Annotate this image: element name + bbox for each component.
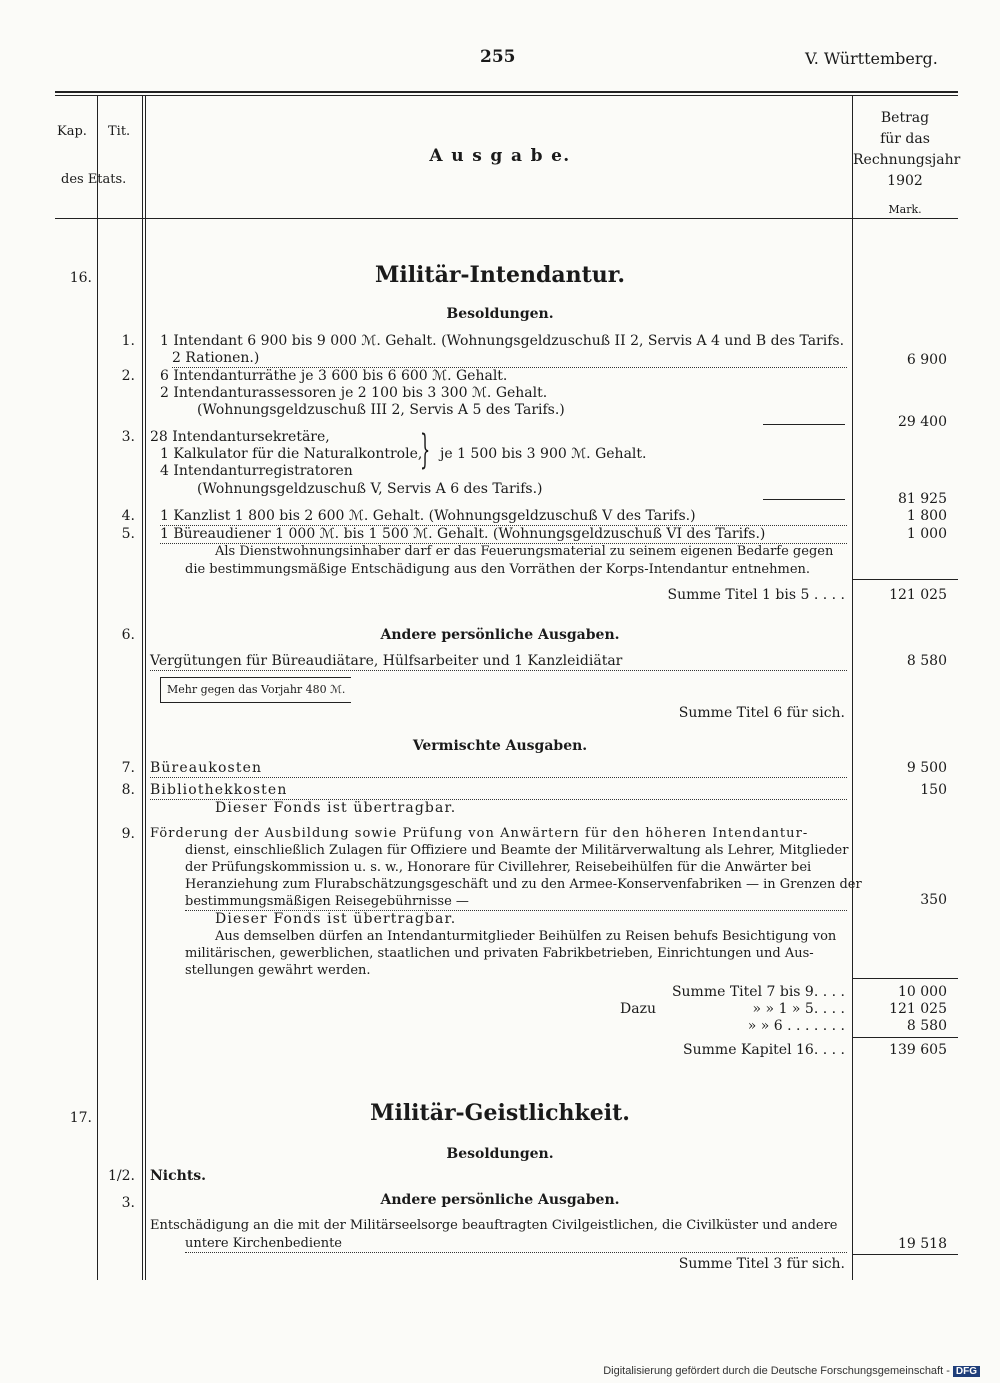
tit3-brace: } — [420, 427, 431, 473]
kap17-number: 17. — [69, 1110, 92, 1126]
tit1-number: 1. — [121, 333, 135, 349]
tit4-amount: 1 800 — [906, 508, 947, 524]
tit9-amount: 350 — [920, 892, 947, 908]
sum-kap16-label: Summe Kapitel 16. . . . — [683, 1042, 845, 1058]
kap-tit-divider — [97, 95, 98, 1280]
header-bottom-rule — [55, 218, 958, 219]
kap17-tit3-line2: untere Kirchenbediente — [185, 1236, 847, 1253]
col-betrag-3: Rechnungsjahr — [853, 152, 961, 168]
tit2-line2: 2 Intendanturassessoren je 2 100 bis 3 300 ℳ. Gehalt. — [160, 385, 548, 401]
tit5-text: 1 Büreaudiener 1 000 ℳ. bis 1 500 ℳ. Gehalt. (Wohnungsgeldzuschuß VI des Tarifs.) — [160, 526, 847, 544]
tit3-line1: 28 Intendantursekretäre, — [150, 429, 330, 445]
footer — [603, 1365, 980, 1377]
dazu-6-label: » » 6 . . . . . . . — [747, 1018, 845, 1034]
kap16-andere-heading: Andere persönliche Ausgaben. — [380, 627, 620, 643]
tit8-text: Bibliothekkosten — [150, 782, 847, 800]
tit2-line3: (Wohnungsgeldzuschuß III 2, Servis A 5 des Tarifs.) — [197, 402, 565, 418]
tit7-number: 7. — [121, 760, 135, 776]
tit6-mehr-box — [160, 677, 351, 703]
kap17-tit12-number: 1/2. — [108, 1168, 135, 1184]
tit6-text: Vergütungen für Büreaudiätare, Hülfsarbeiter und 1 Kanzleidiätar — [150, 653, 847, 671]
kap17-title: Militär-Geistlichkeit. — [370, 1100, 630, 1126]
kap17-sum-rule — [853, 1254, 958, 1255]
top-rule-thin — [55, 95, 958, 96]
sum7-9-amount: 10 000 — [898, 984, 947, 1000]
top-rule — [55, 91, 958, 93]
tit9-note4: stellungen gewährt werden. — [185, 963, 371, 978]
kap17-andere-heading: Andere persönliche Ausgaben. — [380, 1192, 620, 1208]
tit8-amount: 150 — [920, 782, 947, 798]
col-betrag-2: für das — [880, 131, 930, 147]
tit1-line2: 2 Rationen.) — [172, 350, 847, 368]
tit9-note2: Aus demselben dürfen an Intendanturmitglieder Beihülfen zu Reisen behufs Besichtigung von — [215, 929, 837, 944]
sum1-5-amount: 121 025 — [889, 587, 947, 603]
tit9-note1: Dieser Fonds ist übertragbar. — [215, 911, 457, 927]
tit9-line3: der Prüfungskommission u. s. w., Honorare für Civillehrer, Reisebeihülfen für die Anwärter bei — [185, 860, 812, 875]
col-betrag-1: Betrag — [880, 110, 930, 126]
sum7-9-label: Summe Titel 7 bis 9. . . . — [671, 984, 845, 1000]
col-tit: Tit. — [108, 124, 131, 139]
dazu-1-5-amount: 121 025 — [889, 1001, 947, 1017]
tit7-text: Büreaukosten — [150, 760, 847, 778]
tit9-line5: bestimmungsmäßigen Reisegebührnisse — — [185, 894, 847, 911]
sum-kap16-amount: 139 605 — [889, 1042, 947, 1058]
tit2-subtotal-rule — [763, 424, 845, 425]
sum1-5-label: Summe Titel 1 bis 5 . . . . — [667, 587, 845, 603]
col-betrag-4: 1902 — [887, 173, 923, 189]
tit9-line2: dienst, einschließlich Zulagen für Offiziere und Beamte der Militärverwaltung als Lehrer, Mitglieder — [185, 843, 849, 858]
kap16-besoldungen: Besoldungen. — [446, 306, 554, 322]
sum7-9-rule — [853, 978, 958, 979]
tit5-note1: Als Dienstwohnungsinhaber darf er das Feuerungsmaterial zu seinem eigenen Bedarfe gegen — [215, 544, 834, 559]
tit9-line4: Heranziehung zum Flurabschätzungsgeschäft und zu den Armee-Konservenfabriken — in Grenzen der — [185, 877, 862, 892]
tit4-text: 1 Kanzlist 1 800 bis 2 600 ℳ. Gehalt. (Wohnungsgeldzuschuß V des Tarifs.) — [160, 508, 847, 526]
state-heading: V. Württemberg. — [805, 49, 938, 68]
tit8-number: 8. — [121, 782, 135, 798]
tit2-line1: 6 Intendanturräthe je 3 600 bis 6 600 ℳ. Gehalt. — [160, 368, 508, 384]
dazu-label: Dazu — [620, 1001, 656, 1017]
tit3-amount: 81 925 — [898, 491, 947, 507]
tit-text-divider — [142, 95, 143, 1280]
tit2-amount: 29 400 — [898, 414, 947, 430]
tit-text-divider-2 — [145, 95, 146, 1280]
sum6-label: Summe Titel 6 für sich. — [678, 705, 845, 721]
kap16-number: 16. — [69, 270, 92, 286]
tit6-number: 6. — [121, 627, 135, 643]
tit7-amount: 9 500 — [906, 760, 947, 776]
sum1-5-rule — [853, 579, 958, 580]
tit8-note: Dieser Fonds ist übertragbar. — [215, 800, 457, 816]
kap16-title: Militär-Intendantur. — [374, 262, 626, 288]
tit1-amount: 6 900 — [906, 352, 947, 368]
tit3-line4: (Wohnungsgeldzuschuß V, Servis A 6 des Tarifs.) — [197, 481, 543, 497]
dfg-logo: DFG — [953, 1366, 980, 1377]
tit5-note2: die bestimmungsmäßige Entschädigung aus den Vorräthen der Korps-Intendantur entnehmen. — [185, 562, 811, 577]
kap17-besoldungen: Besoldungen. — [446, 1146, 554, 1162]
col-mark: Mark. — [888, 203, 922, 216]
kap17-tit3-amount: 19 518 — [898, 1236, 947, 1252]
amount-divider — [852, 95, 853, 1280]
page-number: 255 — [480, 47, 516, 67]
tit3-line2: 1 Kalkulator für die Naturalkontrole, — [160, 446, 423, 462]
dazu-6-amount: 8 580 — [906, 1018, 947, 1034]
tit6-amount: 8 580 — [906, 653, 947, 669]
sum-kap16-rule — [853, 1037, 958, 1038]
dazu-1-5-label: » » 1 » 5. . . . — [752, 1001, 845, 1017]
tit9-number: 9. — [121, 826, 135, 842]
tit3-range: je 1 500 bis 3 900 ℳ. Gehalt. — [440, 446, 647, 462]
tit5-number: 5. — [121, 526, 135, 542]
tit4-number: 4. — [121, 508, 135, 524]
tit9-note3: militärischen, gewerblichen, staatlichen und privaten Fabrikbetrieben, Einrichtungen und Aus- — [185, 946, 814, 961]
col-ausgabe: A u s g a b e. — [429, 146, 571, 166]
tit6-mehr: Mehr gegen das Vorjahr 480 ℳ. — [167, 683, 346, 696]
kap17-sum3-label: Summe Titel 3 für sich. — [678, 1256, 845, 1272]
tit9-line1: Förderung der Ausbildung sowie Prüfung von Anwärtern für den höheren Intendantur- — [150, 826, 809, 841]
kap16-vermischte-heading: Vermischte Ausgaben. — [412, 738, 588, 754]
footer-text: Digitalisierung gefördert durch die Deutsche Forschungsgemeinschaft - — [603, 1365, 950, 1377]
tit3-number: 3. — [121, 429, 135, 445]
tit5-amount: 1 000 — [906, 526, 947, 542]
kap17-tit3-line1: Entschädigung an die mit der Militärseelsorge beauftragten Civilgeistlichen, die Civilküster und andere — [150, 1218, 838, 1233]
tit3-subtotal-rule — [763, 499, 845, 500]
kap17-tit12-text: Nichts. — [150, 1168, 207, 1184]
tit1-line1: 1 Intendant 6 900 bis 9 000 ℳ. Gehalt. (Wohnungsgeldzuschuß II 2, Servis A 4 und B des Tarifs. — [160, 333, 845, 349]
kap17-tit3-number: 3. — [121, 1195, 135, 1211]
tit2-number: 2. — [121, 368, 135, 384]
tit3-line3: 4 Intendanturregistratoren — [160, 463, 353, 479]
col-kap: Kap. — [57, 124, 87, 139]
col-des-etats: des Etats. — [61, 172, 127, 187]
